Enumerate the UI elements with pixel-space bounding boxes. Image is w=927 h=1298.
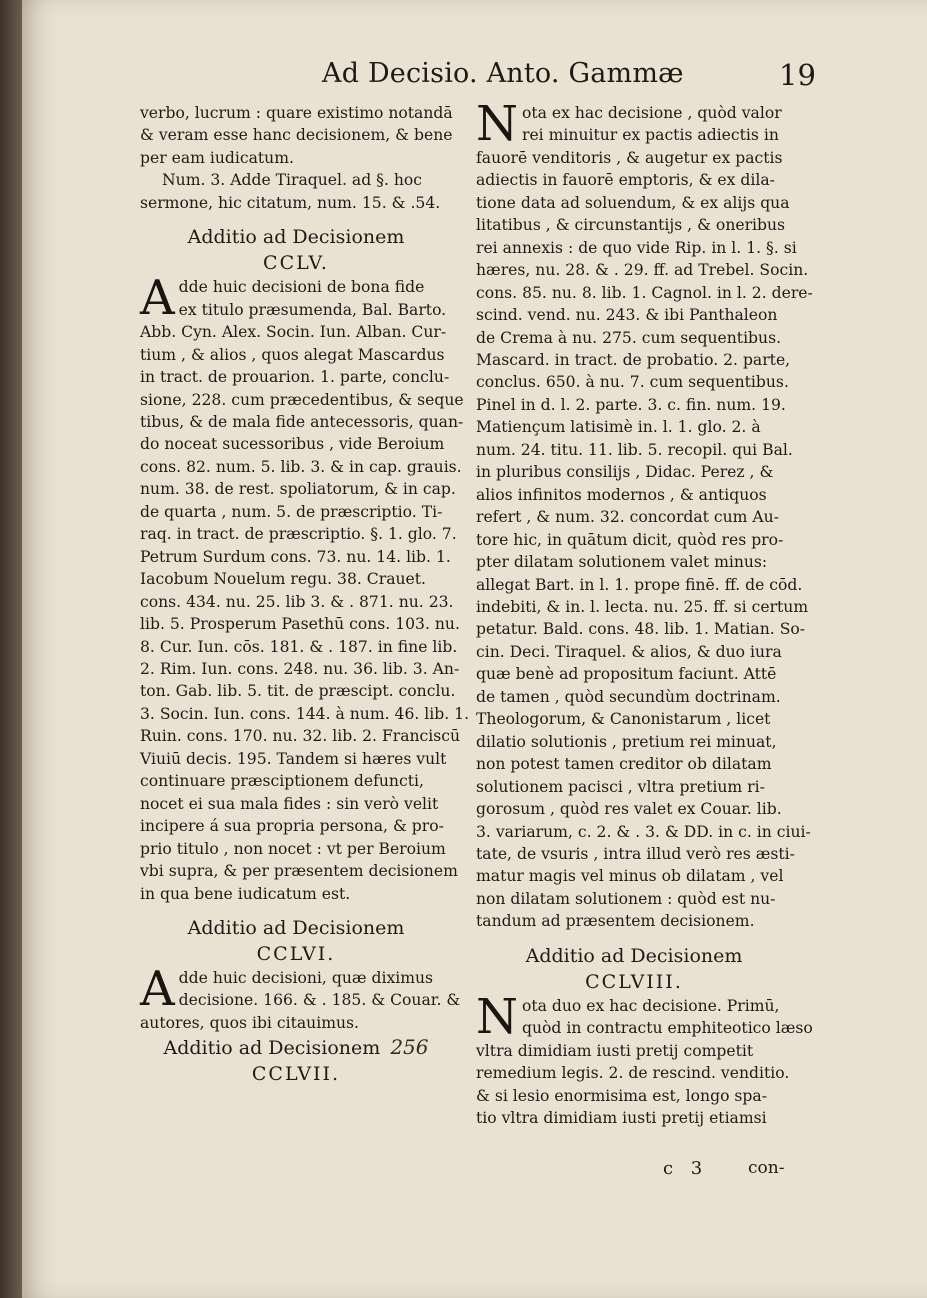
text-line: de Crema à nu. 275. cum sequentibus.	[476, 328, 782, 347]
text-line: Iacobum Nouelum regu. 38. Crauet.	[140, 570, 426, 589]
section-heading: Additio ad Decisionem	[525, 944, 743, 967]
text-line: conclus. 650. à nu. 7. cum sequentibus.	[476, 373, 789, 392]
text-line: petatur. Bald. cons. 48. lib. 1. Matian. So-	[476, 620, 806, 639]
text-line: dilatio solutionis , pretium rei minuat,	[476, 732, 777, 751]
text-line: cons. 85. nu. 8. lib. 1. Cagnol. in l. 2. dere-	[476, 283, 813, 302]
text-line: verbo, lucrum : quare existimo notandā	[140, 104, 453, 122]
text-line: indebiti, & in. l. lecta. nu. 25. ff. si certum	[476, 597, 809, 616]
catchword: con-	[748, 1158, 785, 1178]
text-line: in tract. de prouarion. 1. parte, conclu-	[140, 368, 450, 387]
text-line: & si lesio enormisima est, longo spa-	[476, 1086, 767, 1105]
text-line: gorosum , quòd res valet ex Couar. lib.	[476, 800, 782, 819]
text-line: nocet ei sua mala fides : sin verò velit	[140, 794, 439, 813]
running-title: Ad Decisio. Anto. Gammæ	[322, 58, 684, 89]
text-line: sione, 228. cum præcedentibus, & seque	[140, 390, 464, 409]
text-line: ex titulo præsumenda, Bal. Barto.	[178, 300, 447, 319]
drop-cap: N	[476, 96, 518, 152]
text-line: non potest tamen creditor ob dilatam	[476, 755, 772, 774]
signature-mark: c 3	[663, 1158, 709, 1179]
text-line: vbi supra, & per præsentem decisionem	[140, 862, 458, 881]
text-line: tione data ad soluendum, & ex alijs qua	[476, 193, 790, 212]
text-line: dde huic decisioni, quæ diximus	[178, 968, 434, 987]
drop-cap: N	[476, 988, 518, 1045]
text-line: tium , & alios , quos alegat Mascardus	[140, 345, 445, 364]
text-line: ota ex hac decisione , quòd valor	[522, 104, 782, 122]
text-line: tandum ad præsentem decisionem.	[476, 912, 755, 931]
text-line: raq. in tract. de præscriptio. §. 1. glo. 7.	[140, 525, 457, 544]
text-line: 3. variarum, c. 2. & . 3. & DD. in c. in ciui-	[476, 822, 811, 841]
text-line: per eam iudicatum.	[140, 148, 294, 167]
drop-cap: A	[140, 270, 175, 327]
text-line: litatibus , & circunstantijs , & oneribus	[476, 216, 786, 235]
section-number: CCLVIII.	[585, 970, 683, 993]
text-line: cin. Deci. Tiraquel. & alios, & duo iura	[476, 642, 782, 661]
section-258-body	[476, 988, 813, 1130]
section-heading: Additio ad Decisionem	[187, 916, 405, 939]
text-line: in pluribus consilijs , Didac. Perez , &	[476, 463, 774, 482]
text-line: vltra dimidiam iusti pretij competit	[476, 1041, 754, 1060]
text-line: scind. vend. nu. 243. & ibi Panthaleon	[476, 306, 778, 325]
text-line: tore hic, in quātum dicit, quòd res pro-	[476, 530, 784, 549]
text-line: pter dilatam solutionem valet minus:	[476, 553, 768, 572]
text-line: Matiençum latisimè in. l. 1. glo. 2. à	[476, 418, 761, 437]
text-line: rei annexis : de quo vide Rip. in l. 1. §. si	[476, 238, 797, 257]
text-line: cons. 434. nu. 25. lib 3. & . 871. nu. 23.	[140, 592, 454, 611]
text-line: Ruin. cons. 170. nu. 32. lib. 2. Franciscū	[140, 727, 461, 746]
text-line: tibus, & de mala fide antecessoris, quan-	[140, 412, 464, 431]
text-line: num. 38. de rest. spoliatorum, & in cap.	[140, 480, 456, 499]
text-line: continuare præsciptionem defuncti,	[140, 772, 424, 791]
text-line: & veram esse hanc decisionem, & bene	[140, 126, 453, 145]
opening-text	[140, 102, 452, 214]
text-line: remedium legis. 2. de rescind. venditio.	[476, 1064, 790, 1083]
text-line: Petrum Surdum cons. 73. nu. 14. lib. 1.	[140, 547, 451, 566]
text-line: autores, quos ibi citauimus.	[140, 1013, 359, 1032]
text-line: fauorē venditoris , & augetur ex pactis	[476, 148, 783, 167]
text-line: Viuiū decis. 195. Tandem si hæres vult	[140, 749, 447, 768]
drop-cap: A	[140, 960, 175, 1017]
text-line: 8. Cur. Iun. cōs. 181. & . 187. in fine lib.	[140, 637, 458, 656]
text-line: tate, de vsuris , intra illud verò res æsti-	[476, 844, 795, 863]
text-line: Abb. Cyn. Alex. Socin. Iun. Alban. Cur-	[140, 323, 447, 342]
text-line: Pinel in d. l. 2. parte. 3. c. fin. num. 19.	[476, 395, 786, 414]
page-number: 19	[779, 58, 816, 92]
text-line: in qua bene iudicatum est.	[140, 884, 351, 903]
section-number: CCLVI.	[256, 942, 336, 965]
section-heading	[140, 1034, 452, 1061]
text-line: Theologorum, & Canonistarum , licet	[476, 710, 771, 729]
text-line: quòd in contractu emphiteotico læso	[522, 1019, 813, 1038]
text-line: solutionem pacisci , vltra pretium ri-	[476, 777, 765, 796]
text-line: dde huic decisioni de bona fide	[178, 278, 425, 297]
text-line: non dilatam solutionem : quòd est nu-	[476, 889, 776, 908]
section-heading: Additio ad Decisionem	[187, 226, 405, 249]
right-column	[476, 96, 813, 1129]
text-line: de quarta , num. 5. de præscriptio. Ti-	[140, 502, 443, 521]
section-255-body	[140, 270, 470, 905]
text-line: decisione. 166. & . 185. & Couar. &	[178, 991, 461, 1010]
text-line: cons. 82. num. 5. lib. 3. & in cap. grauis.	[140, 457, 462, 476]
text-line: ton. Gab. lib. 5. tit. de præscipt. conclu.	[140, 682, 456, 701]
text-line: 2. Rim. Iun. cons. 248. nu. 36. lib. 3. An-	[140, 659, 460, 678]
section-number: CCLV.	[263, 252, 329, 275]
text-line: ota duo ex hac decisione. Primū,	[522, 996, 780, 1015]
text-line: quæ benè ad propositum faciunt. Attē	[476, 665, 777, 684]
book-spine	[0, 0, 22, 1298]
text-line: do noceat sucessoribus , vide Beroium	[140, 435, 445, 454]
text-line: incipere á sua propria persona, & pro-	[140, 817, 444, 836]
text-line: num. 24. titu. 11. lib. 5. recopil. qui Bal.	[476, 440, 793, 459]
text-line: tio vltra dimidiam iusti pretij etiamsi	[476, 1109, 767, 1128]
text-line: alios infinitos modernos , & antiquos	[476, 485, 767, 504]
text-line: de tamen , quòd secundùm doctrinam.	[476, 687, 781, 706]
left-column	[140, 102, 470, 1087]
text-line: refert , & num. 32. concordat cum Au-	[476, 508, 779, 527]
text-line: allegat Bart. in l. 1. prope finē. ff. de cōd.	[476, 575, 803, 594]
text-line: hæres, nu. 28. & . 29. ff. ad Trebel. Socin.	[476, 261, 809, 280]
text-line: prio titulo , non nocet : vt per Beroium	[140, 839, 446, 858]
text-line: Mascard. in tract. de probatio. 2. parte,	[476, 350, 791, 369]
text-line: lib. 5. Prosperum Pasethū cons. 103. nu.	[140, 615, 460, 634]
section-heading-text: Additio ad Decisionem	[163, 1037, 381, 1060]
text-line: sermone, hic citatum, num. 15. & .54.	[140, 193, 441, 212]
text-line: matur magis vel minus ob dilatam , vel	[476, 867, 784, 886]
section-256-body	[140, 960, 461, 1034]
section-number: CCLVII.	[251, 1063, 341, 1086]
handwritten-annotation: 256	[390, 1035, 429, 1060]
intro-body	[476, 96, 813, 933]
text-line: Num. 3. Adde Tiraquel. ad §. hoc	[162, 171, 423, 190]
text-line: rei minuitur ex pactis adiectis in	[522, 126, 779, 145]
text-line: 3. Socin. Iun. cons. 144. à num. 46. lib. 1.	[140, 704, 470, 723]
text-line: adiectis in fauorē emptoris, & ex dila-	[476, 171, 775, 190]
